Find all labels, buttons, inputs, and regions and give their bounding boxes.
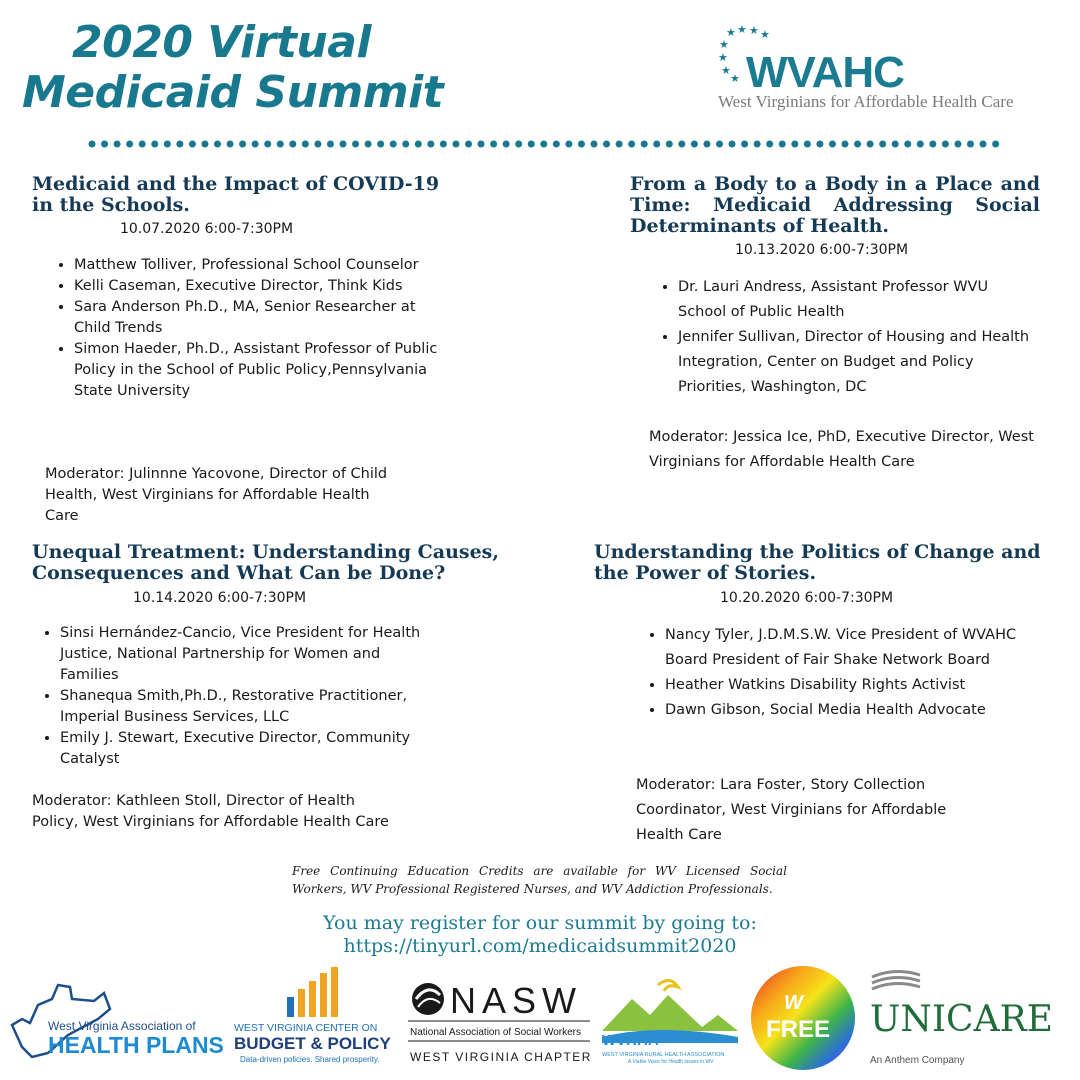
registration-text: You may register for our summit by going to: [323, 912, 757, 934]
speaker-item: • Sinsi Hernández-Cancio, Vice President for Health Justice, National Partnership for Women and Families [60, 623, 435, 686]
moderator-text: Moderator: Julinnne Yacovone, Director of Child Health, West Virginians for Affordable Health Care [45, 466, 388, 524]
wv-free-logo [748, 965, 858, 1075]
moderator-text: Moderator: Lara Foster, Story Collection Coordinator, West Virginians for Affordable Health Care [636, 777, 947, 843]
nasw-chapter: WEST VIRGINIA CHAPTER [410, 1050, 592, 1064]
free-word: FREE [766, 1016, 831, 1043]
svg-text:★: ★ [760, 28, 770, 41]
hp-line-2: HEALTH PLANS [48, 1032, 224, 1058]
session-date: 10.14.2020 6:00-7:30PM [133, 590, 307, 606]
unicare-word: UNICARE [870, 999, 1053, 1040]
unicare-subtitle: An Anthem Company [870, 1055, 965, 1066]
speaker-list [38, 623, 435, 770]
speaker-item: • Simon Haeder, Ph.D., Assistant Professor of Public Policy in the School of Public Policy,Pennsylvania State University [74, 339, 439, 402]
speaker-item: • Kelli Caseman, Executive Director, Think Kids [74, 276, 439, 297]
wvrha-subtitle: WEST VIRGINIA RURAL HEALTH ASSOCIATION [602, 1052, 725, 1058]
registration-link[interactable]: https://tinyurl.com/medicaidsummit2020 [343, 935, 737, 957]
bp-tagline: Data-driven policies. Shared prosperity. [240, 1055, 380, 1064]
svg-text:★: ★ [719, 38, 729, 51]
session-title: Understanding the Politics of Change and the Power of Stories. [594, 541, 1041, 584]
bar-chart-icon [287, 967, 338, 1017]
ce-credits-note: Free Continuing Education Credits are available for WV Licensed Social Workers, WV Professional Registered Nurses, and WV Addiction Professionals. [292, 864, 787, 896]
session-title: Unequal Treatment: Understanding Causes, Consequences and What Can be Done? [32, 541, 499, 584]
svg-text:★: ★ [737, 24, 747, 36]
nasw-subtitle: National Association of Social Workers [410, 1027, 582, 1038]
nasw-swirl-icon [412, 983, 444, 1015]
wv-mark-icon: W [784, 992, 803, 1014]
unicare-logo [868, 965, 1068, 1075]
unicare-swoosh-icon [872, 971, 920, 989]
session-date: 10.13.2020 6:00-7:30PM [735, 242, 909, 258]
dotted-divider [88, 140, 1000, 148]
wv-budget-policy-logo [232, 965, 402, 1075]
speaker-item: • Heather Watkins Disability Rights Activist [665, 673, 1045, 698]
nasw-word: NASW [450, 980, 582, 1021]
page-title [22, 18, 443, 118]
session-date: 10.07.2020 6:00-7:30PM [120, 221, 294, 237]
registration-block [0, 912, 1080, 958]
bp-line-2: BUDGET & POLICY [234, 1034, 391, 1053]
svg-text:★: ★ [721, 64, 731, 77]
svg-text:★: ★ [718, 51, 728, 64]
svg-text:★: ★ [726, 26, 736, 39]
speaker-list [52, 255, 439, 402]
speaker-list [656, 275, 1033, 400]
speaker-item: • Dawn Gibson, Social Media Health Advocate [665, 698, 1045, 723]
wvrha-word: WVRHA [602, 1032, 659, 1049]
speaker-item: • Jennifer Sullivan, Director of Housing and Health Integration, Center on Budget and Policy Priorities, Washington, DC [678, 325, 1033, 400]
speaker-item: • Sara Anderson Ph.D., MA, Senior Researcher at Child Trends [74, 297, 439, 339]
speaker-item: • Dr. Lauri Andress, Assistant Professor WVU School of Public Health [678, 275, 1033, 325]
speaker-item: • Nancy Tyler, J.D.M.S.W. Vice President of WVAHC Board President of Fair Shake Network Board [665, 623, 1045, 673]
nasw-logo [406, 965, 592, 1075]
session-title: Medicaid and the Impact of COVID-19 in the Schools. [32, 173, 440, 216]
session-date: 10.20.2020 6:00-7:30PM [720, 590, 894, 606]
title-line-1: 2020 Virtual [72, 17, 371, 68]
svg-text:★: ★ [749, 24, 759, 37]
title-line-2: Medicaid Summit [22, 67, 444, 118]
moderator-text: Moderator: Jessica Ice, PhD, Executive Director, West Virginians for Affordable Health Care [649, 429, 1034, 470]
speaker-item: • Emily J. Stewart, Executive Director, Community Catalyst [60, 728, 435, 770]
hp-line-1: West Virginia Association of [48, 1019, 196, 1033]
moderator-text: Moderator: Kathleen Stoll, Director of Health Policy, West Virginians for Affordable Health Care [32, 793, 389, 830]
wvrha-tagline: A Viable Voice for Health Issues in WV [628, 1059, 714, 1065]
svg-text:★: ★ [730, 72, 740, 84]
session-title: From a Body to a Body in a Place and Time: Medicaid Addressing Social Determinants of Health. [630, 173, 1040, 237]
wvrha-logo [598, 965, 743, 1075]
wvahc-logo-word: WVAHC [746, 48, 904, 97]
bp-line-1: WEST VIRGINIA CENTER ON [234, 1022, 378, 1034]
speaker-list [643, 623, 1045, 723]
speaker-item: • Shanequa Smith,Ph.D., Restorative Practitioner, Imperial Business Services, LLC [60, 686, 435, 728]
wv-health-plans-logo [8, 965, 228, 1075]
wvahc-logo-subtitle: West Virginians for Affordable Health Care [718, 92, 1014, 111]
speaker-item: • Matthew Tolliver, Professional School Counselor [74, 255, 439, 276]
wvahc-logo [718, 24, 1048, 114]
